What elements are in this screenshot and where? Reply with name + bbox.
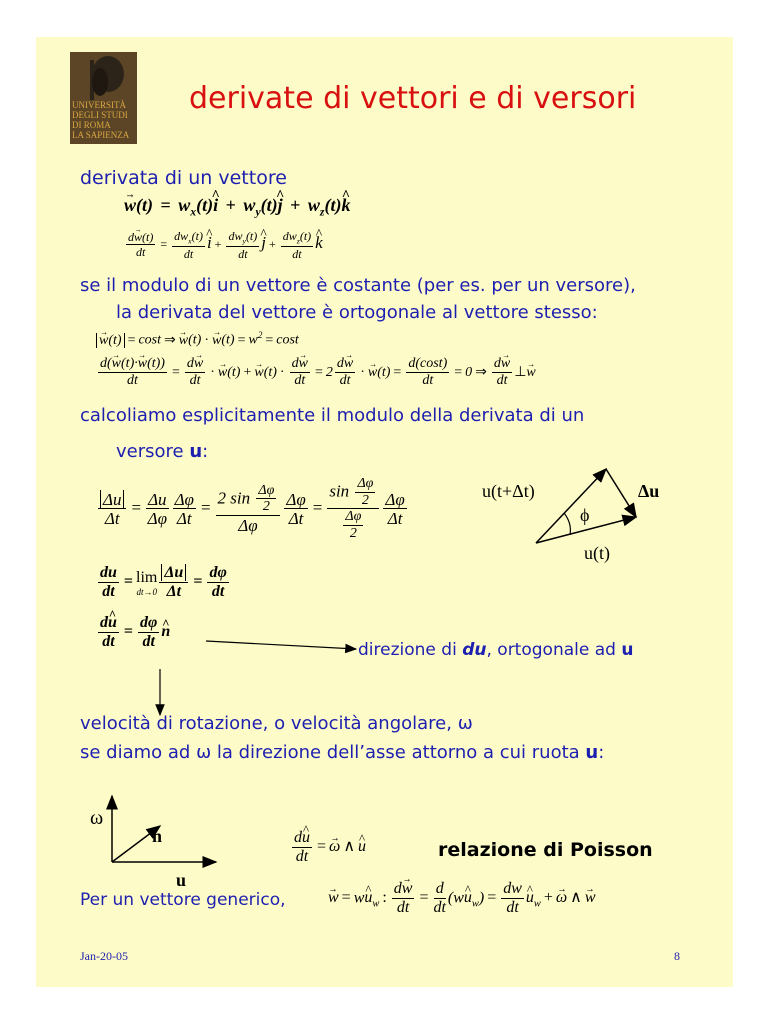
footer-date: Jan-20-05 [80, 949, 128, 963]
text-calcoliamo: calcoliamo esplicitamente il modulo della derivata di un [80, 405, 585, 426]
label-u-t: u(t) [584, 543, 610, 563]
logo-line: UNIVERSITÀ [72, 100, 126, 110]
formula-generic-vector: → w = w^ $u_w$ : $\frac{d\to w}{dt}$ = $\frac{d}{dt}$ (w^ $u_w$) = $\frac{dw}{dt}$ ^ $u_w +\to \omega$ ∧→ w [328, 881, 596, 917]
label-u-t-dt: u(t+Δt) [482, 481, 535, 501]
slide [36, 37, 733, 987]
label-delta-u: Δu [638, 481, 660, 501]
vector-delta-u [606, 469, 636, 517]
axes-diagram [84, 792, 224, 892]
formula-limit: $\frac{du}{dt}$ = lim dt→0 $\frac{\Delta u}{\Delta t}$ = $\frac{d\varphi}{dt}$ [100, 564, 227, 600]
text-versore-u: versore u: [116, 441, 209, 462]
heading-derivata-vettore: derivata di un vettore [80, 167, 287, 189]
text-modulo-line2: la derivata del vettore è ortogonale al vettore stesso: [116, 302, 598, 323]
text-velocita: velocità di rotazione, o velocità angolare, ω [80, 713, 473, 734]
formula-orthogonality: $\frac{d(\to w(t)\cdot\to w(t))}{dt}$ = $\frac{d\to w}{dt}$ ·→ w(t) +→ w(t) · $\frac{d\to w}{dt}$ = 2 $\frac{d\to w}{dt}$ ·→ w(t) = $\frac{d(\cos t)}{dt}$ = 0 ⇒ $\frac{d\to w}{dt}$ ⊥→ w [96, 357, 536, 388]
slide-title: derivate di vettori e di versori [189, 81, 637, 116]
formula-versor-derivative: $\frac{d\^{} u}{dt}$ = $\frac{d\varphi}{dt}$ ^ n [96, 615, 170, 651]
formula-modulo-constant: → w(t) = cost ⇒→ $w(t) \cdot\to w(t) = w^2 = \cos t$ [96, 330, 299, 349]
vector-u-t-dt [536, 469, 606, 543]
logo-line: DEGLI STUDI [72, 110, 128, 120]
label-omega: ω [90, 807, 104, 829]
angle-arc [564, 513, 570, 535]
arrow-right [206, 641, 356, 649]
arrows-direction [146, 627, 366, 717]
label-n: n [152, 826, 163, 846]
university-logo [70, 52, 137, 144]
logo-line: DI ROMA [72, 120, 111, 130]
label-phi: ϕ [580, 505, 590, 525]
logo-line: LA SAPIENZA [72, 130, 130, 140]
formula-vector-derivative: $\frac{d\to w(t)}{dt}$ = $\frac{dw_x(t)}{dt}$ ^ i + $\frac{dw_y(t)}{dt}$ ^ j + $\frac{dw_z(t)}{dt}$ ^ k [124, 230, 323, 260]
text-modulo-line1: se il modulo di un vettore è costante (per es. per un versore), [80, 275, 636, 296]
formula-delta-u: $\frac{\Delta u}{\Delta t}$ = $\frac{\Delta u}{\Delta\varphi}$ $\frac{\Delta\varphi}{\Delta t}$ = 2 sin $\frac{\Delta\varphi}{2}$ Δφ $\frac{\Delta\varphi}{\Delta t}$ = sin $\frac{\Delta\varphi}{2}$ $\frac{\Delta\varphi}{2}$ $\frac{\Delta\varphi}{\Delta t}$ [96, 477, 409, 542]
footer-page-number: 8 [674, 949, 680, 963]
rotation-diagram [476, 455, 716, 575]
text-direzione: direzione di du, ortogonale ad u [358, 640, 634, 660]
formula-poisson: $\frac{d\^{} u}{dt}$ =→ ω ∧^ u [290, 830, 366, 866]
text-generico: Per un vettore generico, [80, 890, 286, 910]
formula-vector-components: → $w(t) = w_x(t)\^{}$ $i + w_y(t)\^{}$ $j + w_z(t)\^{}$ k [124, 195, 350, 219]
text-asse: se diamo ad ω la direzione dell’asse attorno a cui ruota u: [80, 742, 605, 763]
text-poisson: relazione di Poisson [438, 839, 653, 861]
label-u: u [176, 870, 187, 890]
